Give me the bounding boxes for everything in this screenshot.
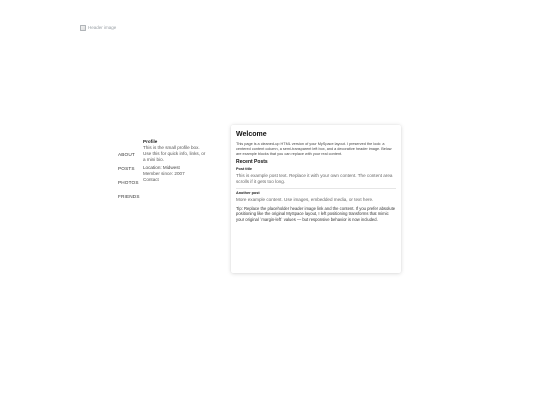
- post-divider: [236, 188, 396, 189]
- nav-about-link[interactable]: ABOUT: [118, 152, 135, 157]
- header-image: [80, 25, 116, 31]
- nav-posts-link[interactable]: POSTS: [118, 166, 135, 171]
- profile-box: [143, 139, 209, 183]
- profile-title: Profile: [143, 139, 158, 144]
- post-title: Post title: [236, 167, 253, 171]
- profile-description: This is the small profile box. Use this for quick info, links, or a mini bio.: [143, 145, 206, 162]
- post-item: [236, 191, 396, 203]
- profile-contact: Contact: [143, 177, 159, 182]
- post-body: This is example post text. Replace it with your own content. The content area scrolls if it gets too long.: [236, 173, 393, 184]
- intro-text: This page is a cleaned-up HTML version of your MySpace layout. I preserved the look: a centered content column, a semi-transparent left box, and a decorative header image. Below are example blocks that you can replace with your real content.: [236, 142, 392, 156]
- tip-text: Tip: Replace the placeholder header image link and the content. If you prefer absolute positioning like the original MySpace layout, I left positioning transforms that mimic your original `margin-left` values — but responsive behavior is now included.: [236, 205, 396, 223]
- post-body: More example content. Use images, embedded media, or text here.: [236, 197, 374, 203]
- main-content[interactable]: [231, 125, 401, 273]
- nav-friends-link[interactable]: FRIENDS: [118, 194, 140, 199]
- profile-location: Location: Midwest: [143, 165, 180, 170]
- profile-member-since: Member since: 2007: [143, 171, 185, 176]
- post-title: Another post: [236, 191, 260, 196]
- broken-image-icon: [80, 25, 86, 31]
- left-nav: [118, 152, 140, 200]
- nav-photos-link[interactable]: PHOTOS: [118, 180, 139, 185]
- page-title: Welcome: [236, 131, 267, 138]
- recent-posts-heading: Recent Posts: [236, 159, 268, 165]
- post-item: [236, 167, 396, 185]
- header-image-alt: Header image: [88, 24, 117, 30]
